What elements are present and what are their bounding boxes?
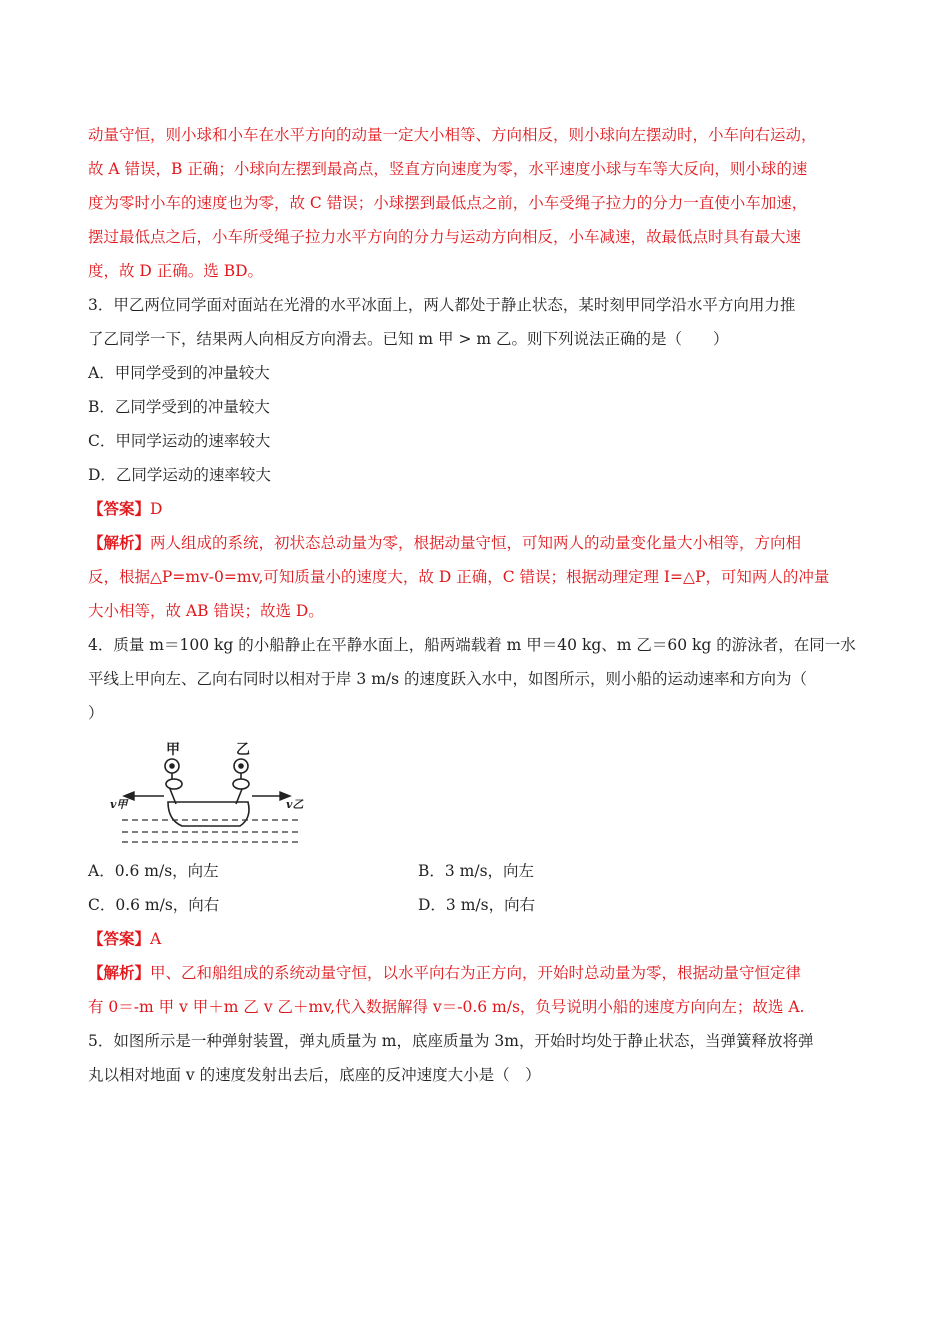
- option-row: [88, 854, 878, 888]
- option-b: B．3 m/s，向左: [418, 862, 535, 880]
- option-a: A．0.6 m/s，向左: [88, 862, 219, 880]
- person-jia-icon: [165, 759, 182, 804]
- answer-value: A: [150, 930, 162, 948]
- question-4-stem: ）: [88, 704, 104, 722]
- boat-figure: [102, 736, 312, 846]
- option-row: [88, 888, 878, 922]
- text-line: 度，故 D 正确。选 BD。: [88, 262, 264, 280]
- analysis-label: 【解析】: [88, 533, 151, 552]
- analysis-line: 大小相等，故 AB 错误；故选 D。: [88, 602, 324, 620]
- text-line: 故 A 错误，B 正确；小球向左摆到最高点，竖直方向速度为零，水平速度小球与车等大反向，则小球的速: [88, 160, 808, 178]
- analysis-text: 两人组成的系统，初状态总动量为零，根据动量守恒，可知两人的动量变化量大小相等，方向相: [150, 534, 802, 552]
- question-4-stem: 4．质量 m＝100 kg 的小船静止在平静水面上，船两端载着 m 甲＝40 kg、m 乙＝60 kg 的游泳者，在同一水: [88, 636, 856, 654]
- arrow-right-icon: [252, 792, 290, 800]
- option-d: D．乙同学运动的速率较大: [88, 466, 271, 484]
- option-c: C．甲同学运动的速率较大: [88, 432, 271, 450]
- label-v-jia: v甲: [110, 798, 128, 811]
- text-line: 动量守恒，则小球和小车在水平方向的动量一定大小相等、方向相反，则小球向左摆动时，小车向右运动，: [88, 126, 817, 144]
- analysis-line: [88, 956, 878, 990]
- water-lines: [122, 820, 302, 842]
- text-line: 度为零时小车的速度也为零，故 C 错误；小球摆到最低点之前，小车受绳子拉力的分力一直使小车加速，: [88, 194, 808, 212]
- answer-label: 【答案】: [88, 499, 151, 518]
- analysis-text: 甲、乙和船组成的系统动量守恒，以水平向右为正方向，开始时总动量为零，根据动量守恒定律: [150, 964, 802, 982]
- analysis-line: 反，根据△P=mv-0=mv,可知质量小的速度大，故 D 正确，C 错误；根据动理定理 I=△P，可知两人的冲量: [88, 568, 830, 586]
- question-3-stem: 了乙同学一下，结果两人向相反方向滑去。已知 m 甲 > m 乙。则下列说法正确的是（ ）: [88, 330, 729, 348]
- question-3-stem: 3．甲乙两位同学面对面站在光滑的水平冰面上，两人都处于静止状态，某时刻甲同学沿水平方向用力推: [88, 296, 796, 314]
- analysis-line: [88, 526, 878, 560]
- answer-label: 【答案】: [88, 929, 151, 948]
- text-line: 摆过最低点之后，小车所受绳子拉力水平方向的分力与运动方向相反，小车减速，故最低点时具有最大速: [88, 228, 802, 246]
- option-c: C．0.6 m/s，向右: [88, 896, 220, 914]
- option-b: B．乙同学受到的冲量较大: [88, 398, 270, 416]
- question-5-stem: 丸以相对地面 v 的速度发射出去后，底座的反冲速度大小是（ ）: [88, 1066, 541, 1084]
- option-d: D．3 m/s，向右: [418, 896, 536, 914]
- answer-value: D: [150, 500, 163, 518]
- figure-label-jia: 甲: [166, 742, 180, 758]
- arrow-left-icon: [124, 792, 164, 800]
- document-page: [88, 118, 878, 1092]
- label-v-yi: v乙: [286, 798, 304, 811]
- analysis-label: 【解析】: [88, 963, 151, 982]
- figure-label-yi: 乙: [236, 742, 250, 758]
- answer-line: [88, 922, 878, 956]
- question-5-stem: 5．如图所示是一种弹射装置，弹丸质量为 m，底座质量为 3m，开始时均处于静止状态，当弹簧释放将弹: [88, 1032, 814, 1050]
- question-4-stem: 平线上甲向左、乙向右同时以相对于岸 3 m/s 的速度跃入水中，如图所示，则小船的运动速率和方向为（: [88, 670, 808, 688]
- answer-line: [88, 492, 878, 526]
- boat-shape: [168, 802, 249, 826]
- person-yi-icon: [233, 759, 249, 804]
- option-a: A．甲同学受到的冲量较大: [88, 364, 270, 382]
- analysis-line: 有 0＝-m 甲 v 甲＋m 乙 v 乙＋mv,代入数据解得 v＝-0.6 m/s，负号说明小船的速度方向向左；故选 A.: [88, 998, 805, 1016]
